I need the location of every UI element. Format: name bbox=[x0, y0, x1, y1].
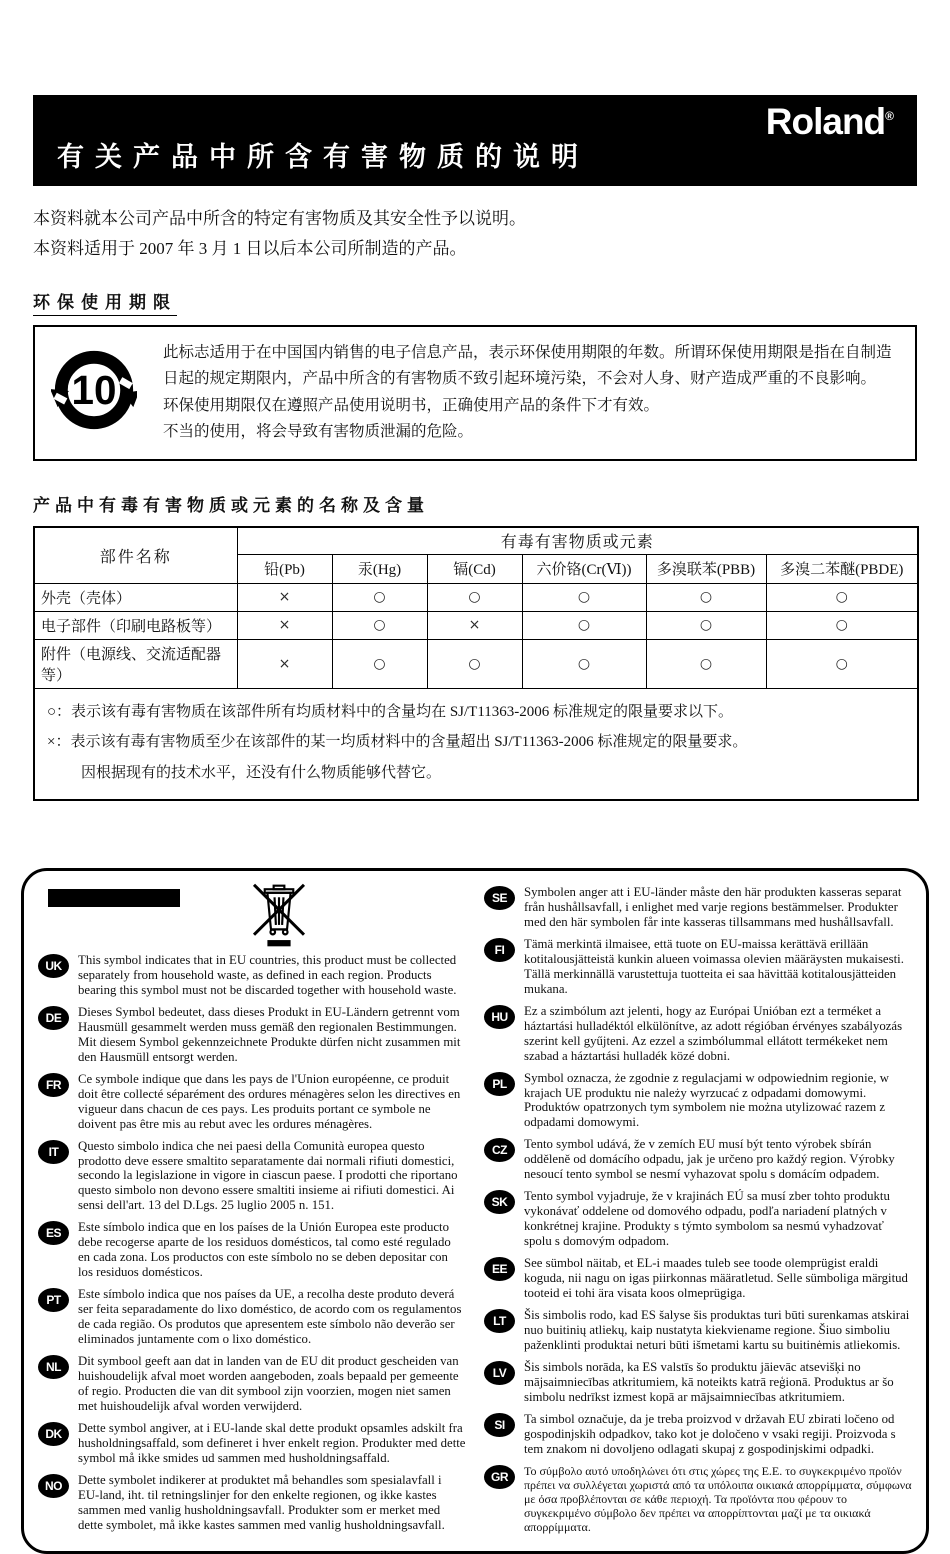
substance-status-cell: ○ bbox=[522, 611, 646, 639]
weee-text-fr: Ce symbole indique que dans les pays de l'Union européenne, ce produit doit être collecté séparément des ordures ménagères selon les directives en vigueur dans chacun de ces pays. Les produits portant ce symbole ne doivent pas être mis au rebut avec les ordures ménagères. bbox=[78, 1071, 461, 1131]
svg-text:10: 10 bbox=[71, 367, 117, 414]
weee-paragraph-cz bbox=[484, 1137, 912, 1182]
country-badge-no: NO bbox=[38, 1474, 69, 1498]
epup-10-year-icon bbox=[51, 347, 137, 438]
table-notes-row bbox=[34, 688, 918, 800]
epup-section-heading: 环保使用期限 bbox=[33, 288, 177, 316]
country-badge-lt: LT bbox=[484, 1309, 515, 1333]
country-badge-ee: EE bbox=[484, 1257, 515, 1281]
weee-paragraph-es bbox=[38, 1220, 466, 1280]
substance-status-cell: × bbox=[237, 639, 332, 688]
country-badge-de: DE bbox=[38, 1006, 69, 1030]
table-row bbox=[34, 583, 918, 611]
substance-status-cell: × bbox=[237, 611, 332, 639]
substance-status-cell: ○ bbox=[522, 639, 646, 688]
weee-paragraph-ee bbox=[484, 1256, 912, 1301]
country-badge-fi: FI bbox=[484, 938, 515, 962]
weee-text-dk: Dette symbol angiver, at i EU-lande skal dette produkt opsamles adskilt fra husholdningsaffald, som defineret i hver enkelt region. Produkter med dette symbol må ikke smides ud sammen med husholdningsaffald. bbox=[78, 1421, 466, 1465]
weee-text-cz: Tento symbol udává, že v zemích EU musí být tento výrobek sbírán odděleně od domácího odpadu, jak je určeno pro každý region. Výrobky nesoucí tento symbol se nesmí vyhazovat spolu s domácím odpadem. bbox=[524, 1137, 895, 1182]
weee-paragraph-de bbox=[38, 1005, 466, 1065]
substance-status-cell: ○ bbox=[332, 583, 427, 611]
weee-paragraph-dk bbox=[38, 1421, 466, 1466]
substance-status-cell: ○ bbox=[646, 611, 766, 639]
substance-status-cell: × bbox=[427, 611, 522, 639]
weee-paragraph-pl bbox=[484, 1071, 912, 1131]
substance-status-cell: ○ bbox=[332, 611, 427, 639]
weee-text-hu: Ez a szimbólum azt jelenti, hogy az Európai Unióban ezt a terméket a háztartási hulladéktól elkülönítve, az adott régióban érvényes szabályozás szerint kell gyűjteni. Az ezzel a szimbólummal ellátott termékeket nem szabad a háztartási hulladék közé dobni. bbox=[524, 1003, 903, 1063]
weee-text-ee: See sümbol näitab, et EL-i maades tuleb see toode olemprügist eraldi koguda, nii nagu on igas piirkonnas määratletud. Selle sümboliga märgitud tooteid ei tohi ära visata koos olmeprügiga. bbox=[524, 1256, 908, 1301]
weee-text-gr: Το σύμβολο αυτό υποδηλώνει ότι στις χώρες της Ε.Ε. το συγκεκριμένο προϊόν πρέπει να συλλέγεται χωριστά από τα υπόλοιπα οικιακά απορρίμματα, σύμφωνα με όσα προβλέπονται σε κάθε περιοχή. Τα προϊόντα που φέρουν το συγκεκριμένο σύμβολο δεν πρέπει να απορρίπτονται μαζί με τα οικιακά απορρίμματα. bbox=[524, 1463, 912, 1534]
black-label-bar bbox=[48, 889, 180, 907]
column-header-pb: 铅(Pb) bbox=[237, 554, 332, 583]
weee-text-pt: Este símbolo indica que nos países da UE, a recolha deste produto deverá ser feita separadamente do lixo doméstico, de acordo com os regulamentos de cada região. Os produtos que apresentem este símbolo não deverão ser eliminados juntamente com o lixo doméstico. bbox=[78, 1287, 462, 1347]
table-notes bbox=[34, 688, 918, 800]
weee-text-se: Symbolen anger att i EU-länder måste den här produkten kasseras separat från hushållsavfall, i enlighet med varje regions bestämmelser. Produkter med den här symbolen får inte kasseras tillsammans med hushållsavfall. bbox=[524, 884, 902, 929]
epup-para-1: 此标志适用于在中国国内销售的电子信息产品，表示环保使用期限的年数。所谓环保使用期限是指在自制造日起的规定期限内，产品中所含的有害物质不致引起环境污染，不会对人身、财产造成严重的不良影响。 bbox=[163, 343, 892, 388]
substance-status-cell: ○ bbox=[646, 639, 766, 688]
substance-status-cell: ○ bbox=[646, 583, 766, 611]
note-reason: 因根据现有的技术水平，还没有什么物质能够代替它。 bbox=[81, 765, 442, 782]
weee-text-no: Dette symbolet indikerer at produktet må behandles som spesialavfall i EU-land, iht. til retningslinjer for den enkelte regionen, og ikke kastes sammen med vanlig husholdningsavfall. Produkter som er merket med dette symbolet, må ikke kastes sammen med vanlig husholdningsavfall. bbox=[78, 1472, 445, 1532]
weee-paragraph-nl bbox=[38, 1354, 466, 1414]
part-name-cell: 外壳（壳体） bbox=[34, 583, 237, 611]
country-badge-hu: HU bbox=[484, 1005, 515, 1029]
document-page bbox=[0, 95, 950, 1554]
substance-status-cell: ○ bbox=[766, 611, 918, 639]
weee-text-nl: Dit symbool geeft aan dat in landen van de EU dit product gescheiden van huishoudelijk afval moet worden aangeboden, zoals bepaald per gemeente of regio. Producten die van dit symbool zijn voorzien, mogen niet samen met huishoudelijk afval worden verwijderd. bbox=[78, 1354, 459, 1414]
country-badge-nl: NL bbox=[38, 1355, 69, 1379]
weee-text-it: Questo simbolo indica che nei paesi della Comunità europea questo prodotto deve essere smaltito separatamente dai normali rifiuti domestici, secondo la legislazione in vigore in ciascun paese. I prodotti che riportano questo simbolo non devono essere smaltiti insieme ai rifiuti domestici. Ai sensi dell'art. 13 del D.Lgs. 25 luglio 2005 n. 151. bbox=[78, 1138, 458, 1213]
substance-status-cell: ○ bbox=[766, 583, 918, 611]
table-row bbox=[34, 611, 918, 639]
weee-right-column bbox=[484, 879, 912, 1541]
note-circle: ○：表示该有毒有害物质在该部件所有均质材料中的含量均在 SJ/T11363-2006 标准规定的限量要求以下。 bbox=[47, 703, 734, 720]
weee-paragraph-se bbox=[484, 885, 912, 930]
intro-paragraphs bbox=[33, 204, 917, 264]
part-name-cell: 电子部件（印刷电路板等） bbox=[34, 611, 237, 639]
weee-paragraph-lv bbox=[484, 1360, 912, 1405]
epup-para-3: 不当的使用，将会导致有害物质泄漏的危险。 bbox=[163, 423, 474, 441]
country-badge-fr: FR bbox=[38, 1073, 69, 1097]
substance-status-cell: ○ bbox=[427, 583, 522, 611]
weee-paragraph-no bbox=[38, 1473, 466, 1533]
country-badge-dk: DK bbox=[38, 1422, 69, 1446]
country-badge-lv: LV bbox=[484, 1361, 515, 1385]
substance-status-cell: ○ bbox=[427, 639, 522, 688]
country-badge-sk: SK bbox=[484, 1190, 515, 1214]
weee-text-si: Ta simbol označuje, da je treba proizvod v državah EU zbirati ločeno od gospodinjskih odpadkov, tako kot je določeno v vsaki regiji. Proizvoda s tem znakom ni dovoljeno odlagati skupaj z gospodinjskimi odpadki. bbox=[524, 1411, 896, 1456]
weee-paragraph-sk bbox=[484, 1189, 912, 1249]
country-badge-it: IT bbox=[38, 1140, 69, 1164]
weee-left-column bbox=[38, 879, 466, 1541]
weee-text-lt: Šis simbolis rodo, kad ES šalyse šis produktas turi būti surenkamas atskirai nuo buitinių atliekų, kaip nustatyta kiekviename regione. Šiuo simboliu paženklinti produktai neturi būti išmetami kartu su buitinėmis atliekomis. bbox=[524, 1308, 910, 1353]
intro-line-2: 本资料适用于 2007 年 3 月 1 日以后本公司所制造的产品。 bbox=[33, 238, 467, 258]
brand-text: Roland bbox=[765, 101, 886, 142]
weee-paragraph-lt bbox=[484, 1308, 912, 1353]
weee-top-row bbox=[48, 883, 466, 945]
weee-text-sk: Tento symbol vyjadruje, že v krajinách EÚ sa musí zber tohto produktu vykonávať oddelene od domového odpadu, podľa nariadení platných v konkrétnej krajine. Produkty s týmto symbolom sa nesmú vyhadzovať spolu s domovým odpadom. bbox=[524, 1189, 890, 1249]
column-header-cr6: 六价铬(Cr(Ⅵ)) bbox=[522, 554, 646, 583]
weee-crossed-bin-icon bbox=[250, 883, 308, 954]
weee-paragraph-hu bbox=[484, 1004, 912, 1064]
weee-text-lv: Šis simbols norāda, ka ES valstīs šo produktu jāievāc atsevišķi no mājsaimniecības atkritumiem, kā noteikts katrā reģionā. Produktus ar šo simbolu nedrīkst izmest kopā ar mājsaimniecības atkritumiem. bbox=[524, 1360, 894, 1404]
country-badge-pl: PL bbox=[484, 1072, 515, 1096]
weee-paragraph-fr bbox=[38, 1072, 466, 1132]
column-header-hg: 汞(Hg) bbox=[332, 554, 427, 583]
intro-line-1: 本资料就本公司产品中所含的特定有害物质及其安全性予以说明。 bbox=[33, 209, 526, 228]
weee-text-de: Dieses Symbol bedeutet, dass dieses Produkt in EU-Ländern getrennt vom Hausmüll gesammelt werden muss gemäß den regionalen Bestimmungen. Mit diesem Symbol gekennzeichnete Produkte dürfen nicht zusammen mit den Hausmüll entsorgt werden. bbox=[78, 1004, 461, 1064]
weee-paragraph-uk bbox=[38, 953, 466, 998]
table-row bbox=[34, 639, 918, 688]
weee-paragraph-si bbox=[484, 1412, 912, 1457]
weee-text-es: Este símbolo indica que en los países de la Unión Europea este producto debe recogerse aparte de los residuos domésticos, tal como esté regulado en cada zona. Los productos con este símbolo no se deben depositar con los residuos domésticos. bbox=[78, 1220, 451, 1280]
weee-text-pl: Symbol oznacza, że zgodnie z regulacjami w odpowiednim regionie, w krajach UE produktu nie należy wyrzucać z odpadami domowymi. Produktów opatrzonych tym symbolem nie można utylizować razem z odpadami domowymi. bbox=[524, 1070, 889, 1130]
country-badge-se: SE bbox=[484, 886, 515, 910]
country-badge-es: ES bbox=[38, 1221, 69, 1245]
epup-box bbox=[33, 325, 917, 462]
weee-text-fi: Tämä merkintä ilmaisee, että tuote on EU-maissa kerättävä erillään kotitalousjätteistä kunkin alueen voimassa olevien määräysten mukaisesti. Tällä merkinnällä varustettuja tuotteita ei saa hävittää kotitalousjätteiden mukana. bbox=[524, 936, 904, 996]
column-header-pbb: 多溴联苯(PBB) bbox=[646, 554, 766, 583]
part-name-cell: 附件（电源线、交流适配器等） bbox=[34, 639, 237, 688]
country-badge-pt: PT bbox=[38, 1288, 69, 1312]
weee-paragraph-it bbox=[38, 1139, 466, 1214]
country-badge-si: SI bbox=[484, 1413, 515, 1437]
roland-logo bbox=[766, 101, 893, 143]
substance-status-cell: × bbox=[237, 583, 332, 611]
header-bar bbox=[33, 95, 917, 186]
country-badge-gr: GR bbox=[484, 1465, 515, 1489]
column-header-substances-group: 有毒有害物质或元素 bbox=[237, 527, 918, 554]
weee-text-uk: This symbol indicates that in EU countries, this product must be collected separately from household waste, as defined in each region. Products bearing this symbol must not be discarded together with household waste. bbox=[78, 952, 457, 997]
hazardous-substance-table bbox=[33, 526, 919, 801]
weee-paragraph-fi bbox=[484, 937, 912, 997]
column-header-part-name: 部件名称 bbox=[34, 527, 237, 583]
table-header-row-group bbox=[34, 527, 918, 554]
registered-mark: ® bbox=[885, 109, 893, 123]
column-header-cd: 镉(Cd) bbox=[427, 554, 522, 583]
weee-paragraph-pt bbox=[38, 1287, 466, 1347]
page-title: 有关产品中所含有害物质的说明 bbox=[57, 142, 589, 172]
table-section-heading: 产品中有毒有害物质或元素的名称及含量 bbox=[33, 496, 429, 516]
weee-box bbox=[21, 868, 929, 1554]
substance-status-cell: ○ bbox=[522, 583, 646, 611]
country-badge-cz: CZ bbox=[484, 1138, 515, 1162]
weee-paragraph-gr bbox=[484, 1464, 912, 1534]
substance-status-cell: ○ bbox=[332, 639, 427, 688]
epup-para-2: 环保使用期限仅在遵照产品使用说明书，正确使用产品的条件下才有效。 bbox=[163, 396, 660, 414]
substance-status-cell: ○ bbox=[766, 639, 918, 688]
epup-text bbox=[163, 340, 899, 447]
note-cross: ×：表示该有毒有害物质至少在该部件的某一均质材料中的含量超出 SJ/T11363-2006 标准规定的限量要求。 bbox=[47, 734, 748, 751]
column-header-pbde: 多溴二苯醚(PBDE) bbox=[766, 554, 918, 583]
country-badge-uk: UK bbox=[38, 954, 69, 978]
